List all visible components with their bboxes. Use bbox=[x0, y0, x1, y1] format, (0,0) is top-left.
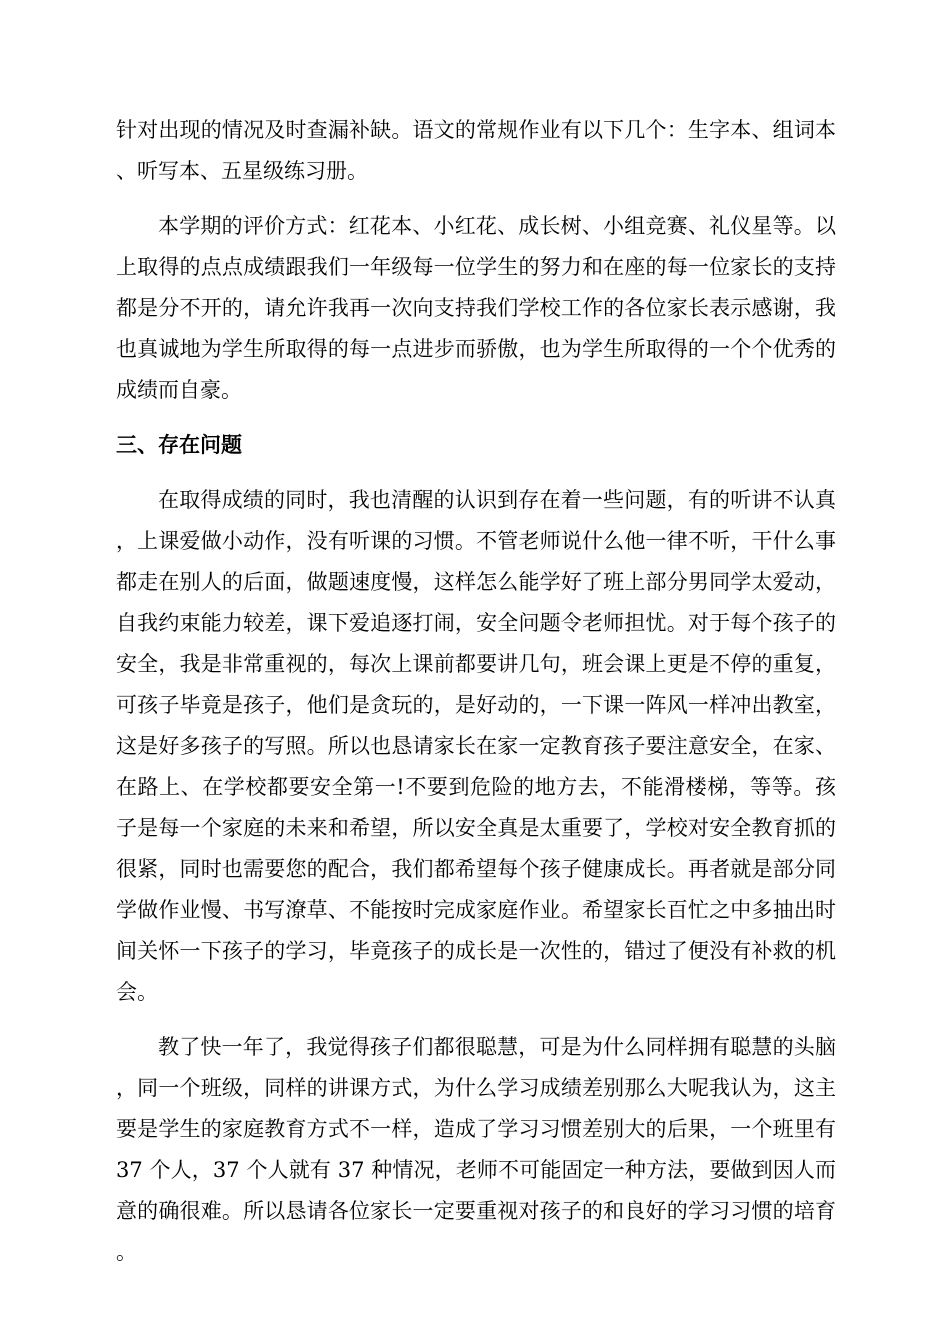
paragraph-habits: 教了快一年了，我觉得孩子们都很聪慧，可是为什么同样拥有聪慧的头脑，同一个班级，同样的讲课方式，为什么学习成绩差别那么大呢我认为，这主要是学生的家庭教育方式不一样，造成了学习习惯差别大的后果，一个班里有 37 个人，37 个人就有 37 种情况，老师不可能固定一种方法，要做到因人而意的确很难。所以恳请各位家长一定要重视对孩子的和良好的学习习惯的培育。 bbox=[116, 1035, 836, 1264]
paragraph-problems: 在取得成绩的同时，我也清醒的认识到存在着一些问题，有的听讲不认真，上课爱做小动作，没有听课的习惯。不管老师说什么他一律不听，干什么事都走在别人的后面，做题速度慢，这样怎么能学好了班上部分男同学太爱动，自我约束能力较差，课下爱追逐打闹，安全问题令老师担忧。对于每个孩子的安全，我是非常重视的，每次上课前都要讲几句，班会课上更是不停的重复，可孩子毕竟是孩子，他们是贪玩的，是好动的，一下课一阵风一样冲出教室，这是好多孩子的写照。所以也恳请家长在家一定教育孩子要注意安全，在家、在路上、在学校都要安全第一!不要到危险的地方去，不能滑楼梯，等等。孩子是每一个家庭的未来和希望，所以安全真是太重要了，学校对安全教育抓的很紧，同时也需要您的配合，我们都希望每个孩子健康成长。再者就是部分同学做作业慢、书写潦草、不能按时完成家庭作业。希望家长百忙之中多抽出时间关怀一下孩子的学习，毕竟孩子的成长是一次性的，错过了便没有补救的机会。 bbox=[116, 488, 836, 1004]
paragraph-evaluation: 本学期的评价方式：红花本、小红花、成长树、小组竞赛、礼仪星等。以上取得的点点成绩跟我们一年级每一位学生的努力和在座的每一位家长的支持都是分不开的，请允许我再一次向支持我们学校工作的各位家长表示感谢，我也真诚地为学生所取得的每一点进步而骄傲，也为学生所取得的一个个优秀的成绩而自豪。 bbox=[116, 214, 836, 402]
paragraph-homework: 针对出现的情况及时查漏补缺。语文的常规作业有以下几个：生字本、组词本、听写本、五星级练习册。 bbox=[116, 118, 836, 183]
section-heading-problems: 三、存在问题 bbox=[116, 433, 242, 457]
document-body bbox=[116, 110, 836, 1287]
